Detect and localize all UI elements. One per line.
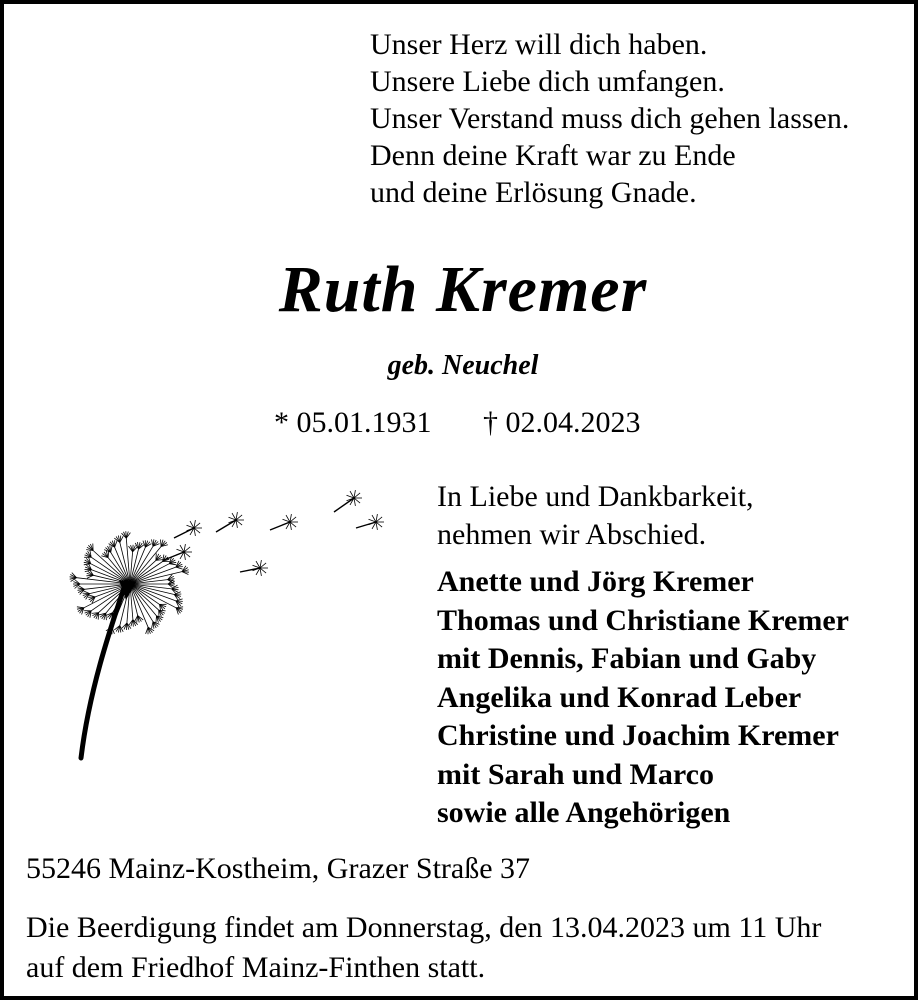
funeral-line: Die Beerdigung findet am Donnerstag, den 13.04.2023 um 11 Uhr bbox=[26, 911, 822, 944]
mourner-entry: mit Dennis, Fabian und Gaby bbox=[437, 642, 817, 675]
flying-seed bbox=[174, 520, 202, 538]
flying-seed bbox=[270, 514, 298, 530]
death-date: † 02.04.2023 bbox=[483, 406, 641, 439]
deceased-name: Ruth Kremer bbox=[278, 253, 648, 326]
dandelion-seed bbox=[93, 551, 130, 585]
life-dates bbox=[274, 406, 641, 440]
mourner-entry: Thomas und Christiane Kremer bbox=[437, 603, 849, 637]
poem-line: Unsere Liebe dich umfangen. bbox=[370, 65, 725, 98]
flying-seeds bbox=[164, 490, 384, 576]
farewell-line: nehmen wir Abschied. bbox=[437, 518, 707, 551]
poem-line: und deine Erlösung Gnade. bbox=[370, 176, 697, 209]
dandelion-seed-tuft bbox=[88, 595, 95, 597]
dandelion-seed-tuft bbox=[176, 567, 183, 569]
dandelion-seed bbox=[130, 584, 174, 595]
poem-line: Denn deine Kraft war zu Ende bbox=[370, 139, 736, 172]
funeral-info bbox=[26, 908, 916, 988]
mourner-entry: Angelika und Konrad Leber bbox=[437, 680, 802, 714]
dandelion-seed bbox=[130, 584, 159, 610]
poem-line: Unser Verstand muss dich gehen lassen. bbox=[370, 102, 850, 135]
mourner-entry: Christine und Joachim Kremer bbox=[437, 719, 839, 752]
poem-line: Unser Herz will dich haben. bbox=[370, 28, 708, 61]
farewell-text bbox=[437, 478, 754, 554]
dandelion-seed-tuft bbox=[152, 622, 154, 629]
dandelion-seed-tuft bbox=[169, 564, 176, 565]
memorial-poem bbox=[370, 26, 910, 211]
family-address: 55246 Mainz-Kostheim, Grazer Straße 37 bbox=[26, 852, 531, 885]
maiden-name: geb. Neuchel bbox=[387, 350, 539, 381]
flying-seed bbox=[240, 560, 268, 576]
mourner-entry: mit Sarah und Marco bbox=[437, 757, 714, 791]
farewell-line: In Liebe und Dankbarkeit, bbox=[437, 480, 754, 513]
flying-seed bbox=[356, 514, 384, 530]
flying-seed bbox=[334, 490, 362, 512]
mourners-list bbox=[437, 563, 849, 833]
dandelion-seed-tuft bbox=[111, 546, 113, 553]
funeral-line: auf dem Friedhof Mainz-Finthen statt. bbox=[26, 951, 486, 984]
mourner-entry: sowie alle Angehörigen bbox=[437, 796, 731, 829]
dandelion-seed-tuft bbox=[156, 616, 157, 623]
flying-seed bbox=[164, 544, 192, 560]
mourner-entry: Anette und Jörg Kremer bbox=[437, 565, 754, 598]
dandelion-seed-tuft bbox=[77, 607, 84, 608]
birth-date: * 05.01.1931 bbox=[274, 406, 432, 439]
flying-seed bbox=[216, 512, 244, 532]
dandelion-icon bbox=[64, 482, 394, 772]
